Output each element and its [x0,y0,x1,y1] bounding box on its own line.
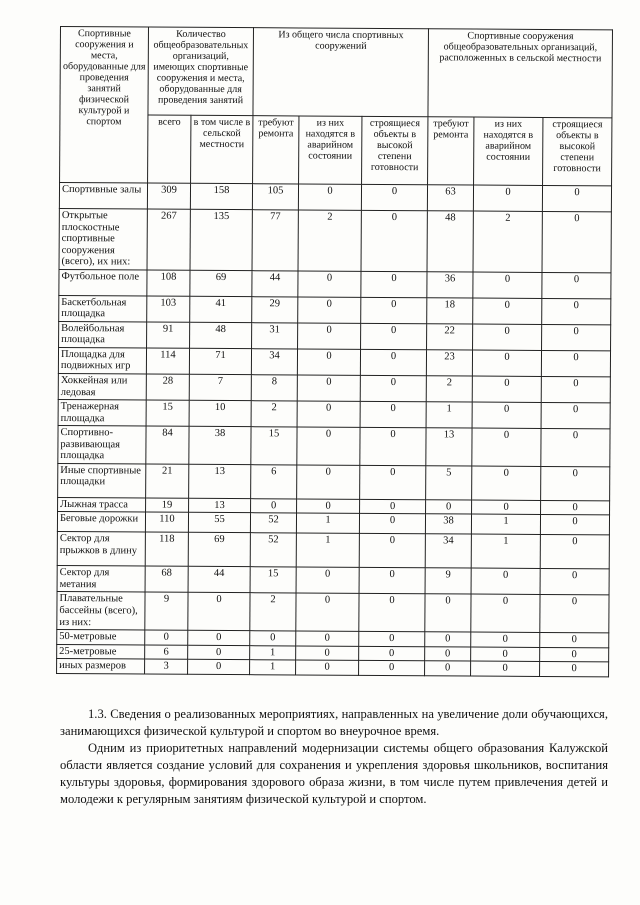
table-cell: 0 [540,647,609,662]
table-cell: 44 [252,270,298,296]
table-cell: 0 [472,402,541,429]
table-cell: 0 [359,646,425,661]
table-cell: 0 [361,297,427,323]
table-cell: 0 [542,211,611,272]
table-cell: 0 [361,271,427,297]
header-sub: строящиеся объекты в высокой степени готовности [362,116,428,184]
document-sheet [56,26,612,677]
table-cell: 118 [145,532,188,566]
table-cell: 13 [189,464,251,498]
paragraph-1-3: 1.3. Сведения о реализованных мероприятиях, направленных на увеличение доли обучающихся, занимающихся физической культурой и спортом во внеурочное время. [60,707,608,738]
table-cell: 0 [471,661,540,676]
table-cell: 34 [251,349,297,375]
table-cell: 0 [251,499,297,514]
table-cell: 0 [298,323,361,349]
table-cell: 0 [361,184,427,210]
row-label: 50-метровые [57,630,145,645]
header-sub: из них находятся в аварийном состоянии [474,117,543,185]
table-row [58,463,610,500]
table-cell: 103 [147,296,190,322]
table-cell: 267 [147,209,190,270]
table-cell: 9 [425,568,471,594]
table-cell: 91 [147,322,190,348]
table-cell: 0 [188,645,250,660]
table-cell: 1 [471,534,540,568]
header-count-group: Количество общеобразовательных организаций, имеющих спортивные сооружения и места, оборудованные для проведения занятий [148,27,254,116]
row-label: иных размеров [57,659,145,674]
table-cell: 0 [472,500,541,515]
table-cell: 0 [145,630,188,645]
header-rural-group: Спортивные сооружения общеобразовательных организаций, расположенных в сельской местности [428,29,613,118]
row-label: Площадка для подвижных игр [58,347,146,374]
table-cell: 0 [360,499,426,514]
table-cell: 15 [251,427,297,465]
table-cell: 0 [540,633,609,648]
table-cell: 0 [540,569,609,596]
table-row [57,532,609,569]
table-cell: 0 [361,210,427,271]
table-cell: 69 [188,533,250,567]
table-cell: 31 [252,323,298,349]
table-cell: 13 [426,428,472,466]
table-cell: 0 [297,499,360,514]
table-cell: 2 [298,210,361,271]
row-label: Спортивно-развивающая площадка [58,426,146,464]
table-cell: 0 [471,632,540,647]
table-cell: 0 [297,401,360,427]
table-row [57,566,609,595]
table-cell: 19 [146,498,189,513]
table-cell: 1 [471,514,540,534]
table-cell: 0 [360,465,426,499]
row-label: Открытые плоскостные спортивные сооружения (всего), их них: [59,208,147,269]
table-row [59,183,611,212]
table-cell: 0 [250,631,296,646]
table-cell: 114 [146,348,189,374]
table-cell: 0 [188,660,250,675]
table-cell: 105 [252,184,298,210]
table-cell: 0 [359,631,425,646]
table-cell: 0 [540,515,609,535]
table-cell: 0 [542,324,611,351]
table-cell: 0 [298,271,361,297]
table-cell: 0 [471,647,540,662]
row-label: Волейбольная площадка [59,321,147,348]
row-label: Беговые дорожки [57,512,145,533]
table-cell: 135 [190,209,252,270]
table-cell: 0 [361,323,427,349]
table-cell: 0 [359,661,425,676]
table-cell: 0 [296,567,359,593]
table-cell: 0 [188,630,250,645]
table-cell: 13 [189,498,251,513]
table-cell: 0 [360,428,426,466]
table-cell: 0 [359,514,425,534]
table-cell: 2 [251,401,297,427]
row-label: Тренажерная площадка [58,400,146,427]
table-cell: 0 [472,350,541,377]
table-cell: 71 [189,348,251,374]
table-cell: 3 [145,659,188,674]
header-sub: всего [148,115,191,183]
table-cell: 0 [425,646,471,661]
table-cell: 2 [426,376,472,402]
table-cell: 15 [146,400,189,426]
table-cell: 0 [425,661,471,676]
table-cell: 48 [427,211,473,272]
row-label: Баскетбольная площадка [59,295,147,322]
table-cell: 0 [471,595,540,633]
table-cell: 77 [252,210,298,271]
table-row [59,295,611,324]
table-cell: 38 [189,426,251,464]
table-cell: 6 [251,465,297,499]
table-row [59,321,611,350]
row-label: Футбольное поле [59,269,147,296]
table-cell: 38 [425,514,471,534]
table-cell: 0 [541,429,610,467]
table-cell: 0 [297,465,360,499]
table-cell: 309 [147,183,190,209]
table-cell: 0 [296,660,359,675]
table-cell: 55 [188,513,250,533]
table-cell: 0 [473,324,542,351]
table-cell: 1 [296,513,359,533]
table-row [59,208,611,272]
row-label: Плавательные бассейны (всего), из них: [57,592,145,630]
table-body [57,183,612,677]
table-cell: 0 [359,534,425,568]
table-cell: 28 [146,374,189,400]
table-cell: 36 [427,271,473,297]
table-cell: 2 [473,211,542,272]
table-cell: 0 [472,428,541,466]
table-cell: 0 [540,662,609,677]
table-cell: 1 [426,402,472,428]
table-cell: 6 [145,645,188,660]
table-row [57,592,609,633]
table-cell: 0 [472,466,541,500]
paragraph-modernization: Одним из приоритетных направлений модернизации системы общего образования Калужской области является создание условий для сохранения и укрепления здоровья школьников, воспитания культуры здоровья, формирования здорового образа жизни, в том числе путем привлечения детей и молодежи к регулярным занятиям физической культурой и спортом. [60,741,608,806]
table-cell: 0 [541,500,610,515]
table-cell: 29 [252,296,298,322]
row-label: 25-метровые [57,644,145,659]
table-cell: 0 [425,594,471,632]
table-cell: 10 [189,400,251,426]
table-row [58,400,610,429]
table-cell: 15 [250,567,296,593]
table-cell: 18 [427,297,473,323]
table-cell: 0 [471,568,540,595]
table-cell: 0 [540,595,609,633]
table-cell: 63 [427,185,473,211]
table-cell: 44 [188,567,250,593]
table-cell: 0 [360,349,426,375]
table-cell: 22 [427,324,473,350]
table-cell: 52 [250,533,296,567]
table-cell: 0 [473,272,542,298]
row-label: Спортивные залы [59,183,147,210]
table-cell: 34 [425,534,471,568]
table-cell: 0 [296,631,359,646]
table-cell: 0 [425,632,471,647]
row-label: Иные спортивные площадки [58,463,146,498]
table-cell: 0 [426,500,472,515]
table-cell: 0 [541,376,610,403]
table-cell: 7 [189,374,251,400]
table-cell: 0 [540,535,609,569]
table-cell: 158 [190,183,252,209]
table-cell: 9 [145,593,188,631]
table-cell: 0 [542,298,611,325]
table-row [57,659,609,677]
table-cell: 0 [473,298,542,325]
row-label: Сектор для метания [57,566,145,593]
table-cell: 8 [251,375,297,401]
body-text [60,706,608,808]
header-sub: в том числе в сельской местности [191,115,253,183]
table-cell: 41 [190,296,252,322]
header-total-group: Из общего числа спортивных сооружений [253,28,429,117]
table-row [58,347,610,376]
table-cell: 0 [296,646,359,661]
table-cell: 0 [542,272,611,298]
table-cell: 0 [541,403,610,430]
table-cell: 5 [426,466,472,500]
table-cell: 48 [190,322,252,348]
table-cell: 68 [145,566,188,592]
table-cell: 84 [146,426,189,464]
sports-facilities-table [56,26,613,677]
table-cell: 0 [541,466,610,500]
table-cell: 52 [250,513,296,533]
table-cell: 108 [147,270,190,296]
table-row [59,269,611,298]
table-cell: 0 [473,185,542,211]
table-cell: 1 [250,660,296,675]
table-cell: 0 [360,401,426,427]
table-cell: 0 [360,375,426,401]
table-cell: 23 [426,350,472,376]
table-cell: 0 [297,349,360,375]
table-cell: 0 [472,376,541,403]
header-sub: требуют ремонта [428,117,474,185]
header-sub: из них находятся в аварийном состоянии [299,116,362,184]
table-cell: 2 [250,593,296,631]
row-label: Хоккейная или ледовая [58,374,146,401]
table-cell: 0 [298,184,361,210]
table-row [58,426,610,467]
table-cell: 1 [250,645,296,660]
table-cell: 69 [190,270,252,296]
row-label: Лыжная трасса [58,497,146,512]
table-cell: 0 [359,568,425,594]
table-cell: 1 [296,533,359,567]
table-cell: 0 [298,297,361,323]
table-cell: 0 [297,375,360,401]
table-cell: 0 [542,185,611,211]
header-sub: требуют ремонта [253,116,299,184]
header-sub: строящиеся объекты в высокой степени готовности [543,117,612,185]
table-cell: 0 [541,350,610,377]
table-cell: 110 [145,512,188,532]
table-cell: 0 [296,593,359,631]
table-cell: 0 [297,427,360,465]
row-label: Сектор для прыжков в длину [57,532,145,567]
table-cell: 0 [188,593,250,631]
table-row [58,374,610,403]
table-cell: 21 [146,464,189,498]
table-cell: 0 [359,594,425,632]
header-facility: Спортивные сооружения и места, оборудованные для проведения занятий физической культурой и спортом [60,27,149,184]
